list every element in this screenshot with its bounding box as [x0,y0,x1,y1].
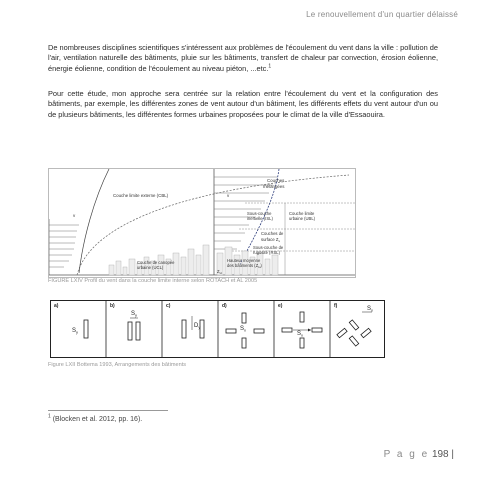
figure-2-caption: Figure LXII Bottema 1993, Arrangements des bâtiments [48,362,187,368]
left-velocity-label: v [73,213,76,218]
roughness-sublayer-label-2: rugosité (RSL) [253,250,280,255]
panel-b-building-left [128,322,132,340]
page-number-value: 198 | [431,449,454,460]
panel-f-building-top [349,320,358,330]
panel-e-sx-label: $S_x$ [297,331,304,338]
panel-d-sx-label: $S_x$ [240,326,247,333]
paragraph-1 [48,43,438,74]
footnote-number: 1 [48,413,51,420]
panel-d-building-bottom [242,338,246,348]
panel-d-building-left [226,329,236,333]
building-arrangements-diagram [50,300,385,358]
zh-label: $Z_H$ [217,269,222,275]
building-arrangements-figure [50,300,385,358]
footnote [48,413,143,423]
footnote-text: (Blocken et al. 2012, pp. 16). [50,416,143,423]
paragraph-1-text: De nombreuses disciplines scientifiques s'intéressent aux problèmes de l'écoulement du vent dans la ville : pollution de l'air, ventilation naturelle des bâtiments, pluie sur les bâtiments, transfert de chaleur par convection, érosion éolienne, énergie éolienne, condition de l'écoulement au niveau piéton, ...etc. [48,43,438,73]
inertial-sublayer-label-2: inertielle (ISL) [247,216,273,221]
panel-f-building-right [361,328,371,337]
surface-layers-label-1: Couches de [261,231,284,236]
urban-boundary-layer-label-2: urbaine (UBL) [289,216,316,221]
boundary-layer-curve [77,175,349,275]
left-profile-arrows [49,225,79,267]
panel-f-sx-label: $S_x$ [367,306,374,313]
panel-b-sy-label: $S_y$ [131,311,138,318]
panel-d-label: d) [222,303,227,309]
panel-f-building-left [337,328,347,337]
footnote-reference[interactable]: 1 [268,63,272,70]
wind-profile-diagram [49,169,355,277]
panel-f-building-bottom [349,336,358,346]
page-label: P a g e [383,449,430,460]
mixed-layers-label-1: Couches [267,178,285,183]
panel-e-building-left [282,328,292,332]
building-height-label-2: des bâtiments $(Z_H)$ [227,263,262,269]
right-velocity-label: v [227,193,230,198]
surface-layers-label-2: surface $Z_s$ [261,237,280,243]
urban-canopy-label-2: urbaine (UCL) [137,265,164,270]
panel-e-building-right [312,328,322,332]
panel-e-building-bottom [300,338,304,348]
figure-2-frame [51,301,385,358]
panel-a-sy-label: $S_y$ [72,328,79,335]
panel-a-label: a) [54,303,59,309]
panel-c-building-right [200,320,204,338]
panel-b-building-right [136,322,140,340]
panel-f-label: f) [334,303,338,309]
left-profile-curve [79,169,109,273]
panel-c-dy-label: $D_y$ [194,323,201,330]
panel-d-building-right [254,329,264,333]
panel-d-building-top [242,313,246,323]
paragraph-2: Pour cette étude, mon approche sera centrée sur la relation entre l'écoulement du vent et la configuration des bâtiments, par exemple, les différentes zones de vent autour d'un bâtiment, les différents effets du vent autour d'un ou de plusieurs bâtiments, les différentes formes urbaines proposées pour le climat de la ville d'Essaouira. [48,89,438,119]
panel-e-label: e) [278,303,283,309]
panel-a-building [84,320,88,338]
running-header: Le renouvellement d'un quartier délaissé [306,10,458,19]
panel-c-building-left [182,320,186,338]
outer-boundary-layer-label: Couche limite externe (CBL) [113,193,169,198]
panel-e-building-top [300,312,304,322]
panel-b-label: b) [110,303,115,309]
panel-c-label: c) [166,303,171,309]
urban-boundary-layer-label-1: Couche limite [289,211,315,216]
inertial-sublayer-label-1: Sous-couche [247,211,272,216]
footnote-separator [48,410,168,411]
roughness-sublayer-label-1: Sous-couche de [253,245,284,250]
page-number [384,449,454,460]
panel-e-arrow-icon [308,329,311,332]
building-height-label-1: Hauteur moyenne [227,258,261,263]
mixed-layers-label-2: mélangées [263,184,285,189]
figure-1-caption: FIGURE LXIV Profil du vent dans la couche limite interne selon ROTACH et AL 2005 [48,278,258,284]
urban-canopy-label-1: Couche de canopée [137,260,175,265]
wind-profile-figure [48,168,356,278]
